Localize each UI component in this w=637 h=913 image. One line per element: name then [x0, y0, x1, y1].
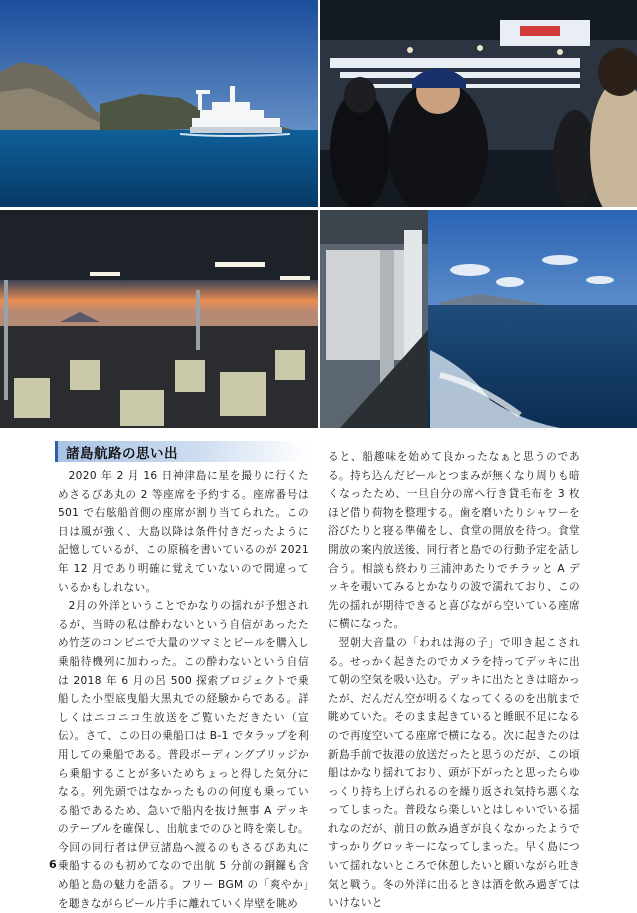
section-heading-bar	[55, 441, 308, 462]
paragraph: ると、船趣味を始めて良かったなぁと思うのである。持ち込んだビールとつまみが無くなり周りも暗くなったため、一旦自分の席へ行き貸毛布を 3 枚ほど借り荷物を整理する。歯を磨いたりシャワーを浴びたりと寝る準備をし、食堂の開放を待つ。食堂開放の案内放送後、同行者と島での行動予定を話し合う。相談も終わり三浦沖あたりでチラッと A デッキを覗いてみるとかなりの波で濡れており、この先の揺れが期待できると喜びながら空いている座席に横になった。	[328, 451, 580, 631]
text-column-left	[58, 467, 309, 913]
section-heading: 諸島航路の思い出	[66, 446, 178, 462]
text-column-right	[328, 448, 580, 913]
deck-at-dusk-photo	[0, 210, 318, 428]
paragraph: 2月の外洋ということでかなりの揺れが予想されるが、当時の私は酔わないという自信があったため竹芝のコンビニで大量のツマミとビールを購入し乗船待機列に加わった。この酔わないという自信は 2018 年 6 月の呂 500 探索プロジェクトで乗船した小型底曳船大黒丸での経験からである。詳しくはニコニコ生放送をご覧いただきたい（宣伝）。さて、この日の乗船口は B-1 でタラップを利用しての乗船である。普段ボーディングブリッジから乗船することが多いためちょっと得した気分になる。列先頭ではなかったものの何度も乗っている船であるため、急いで船内を抜け無事 A デッキのテーブルを確保し、出航までのひと時を楽しむ。今回の同行者は伊豆諸島へ渡るのもさるびあ丸に乗船するのも初めてなので出航 5 分前の銅鑼も含め船と島の魅力を語る。フリー BGM の「爽やか」を聴きながらビール片手に離れていく岸壁を眺め	[58, 600, 309, 910]
page-number: 6	[49, 858, 57, 871]
paragraph: 2020 年 2 月 16 日神津島に星を撮りに行くためさるびあ丸の 2 等座席を予約する。座席番号は 501 で右舷船首側の座席が割り当てられた。この日は風が強く、大島以降は条件付きだったように記憶しているが、この原稿を書いているのが 2021 年 12 月であり明確に覚えていないので間違っているかもしれない。	[58, 470, 309, 594]
ferry-at-sea-photo	[0, 0, 318, 207]
boarding-at-night-photo	[320, 0, 637, 207]
paragraph: 翌朝大音量の「われは海の子」で叩き起こされる。せっかく起きたのでカメラを持ってデッキに出て朝の空気を吸い込む。デッキに出たときは暗かったが、だんだん空が明るくなってくるのを出航まで眺めていた。そのまま起きていると睡眠不足になるので再度空いてる座席で横になる。次に起きたのは新島手前で抜港の放送だったと思うのだが、この頃船はかなり揺れており、頭が下がったと思ったらゆっくり持ち上げられるのを繰り返され気持ち悪くなってしまった。普段なら楽しいとはしゃいでいる揺れなのだが、前日の飲み過ぎが良くなかったようですっかりグロッキーになってしまった。早く島について揺れないところで休憩したいと願いながら吐き気と戦う。冬の外洋に出るときは酒を飲み過ぎてはいけないと	[328, 636, 580, 910]
ship-wake-photo	[320, 210, 637, 428]
